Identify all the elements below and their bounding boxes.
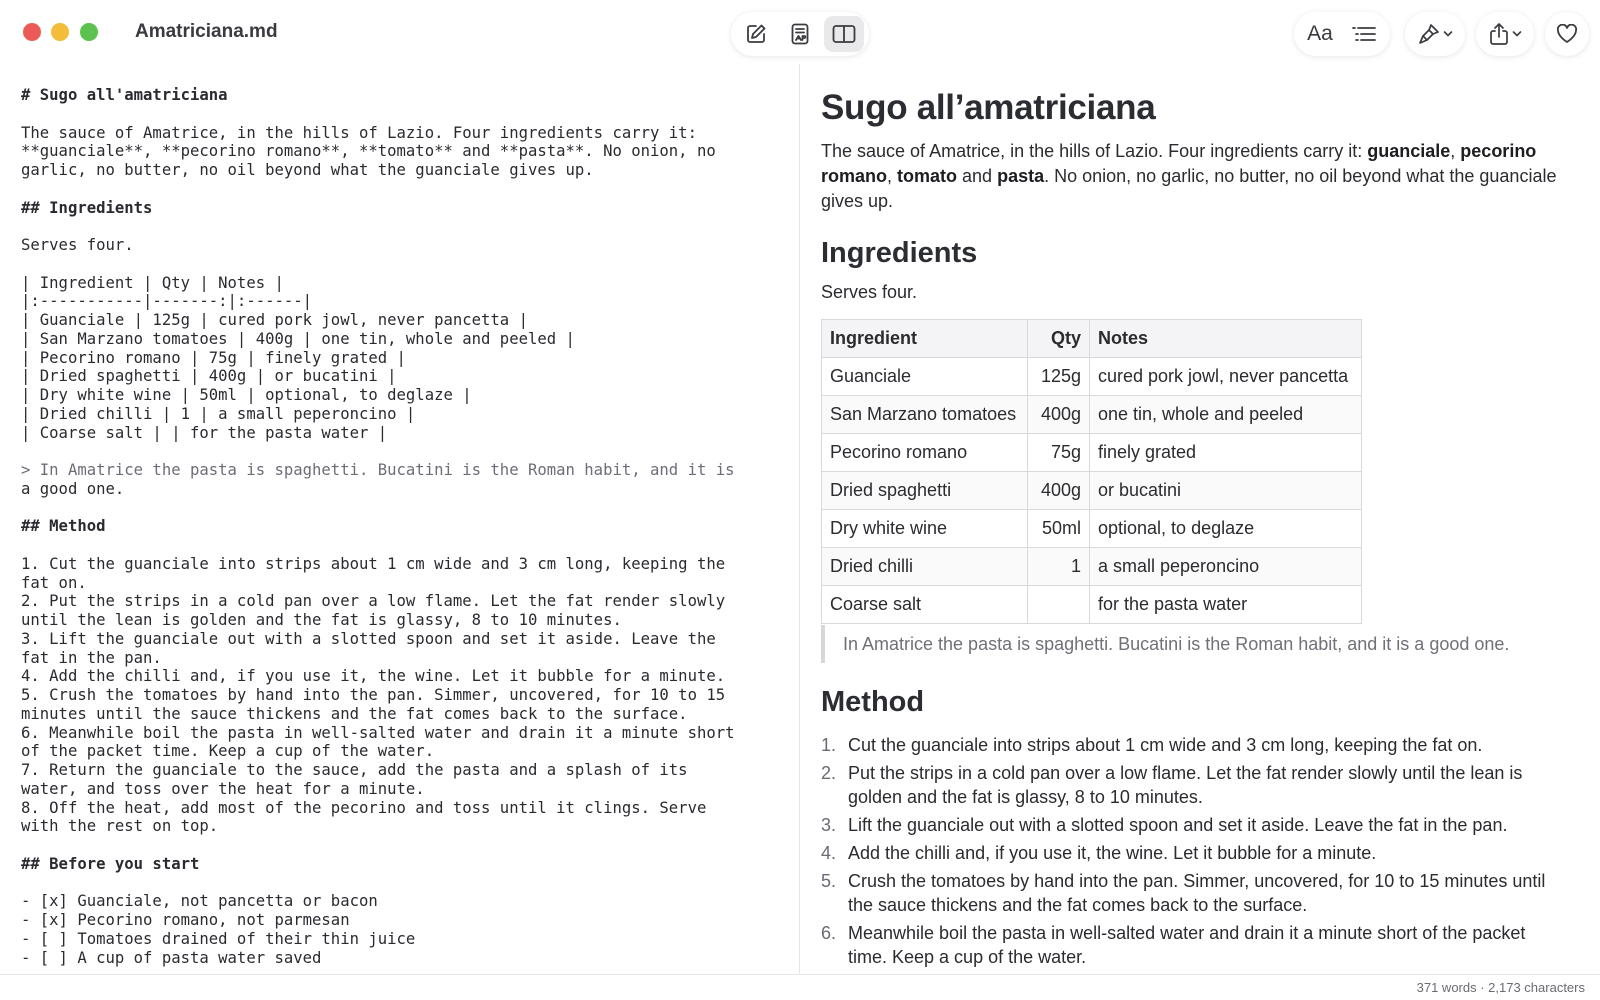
editor-line[interactable]: fat on. bbox=[21, 573, 87, 592]
table-row bbox=[822, 472, 1362, 510]
step-text: Crush the tomatoes by hand into the pan. Simmer, uncovered, for 10 to 15 minutes until the sauce thickens and the fat comes back to the surface. bbox=[848, 871, 1546, 915]
editor-line[interactable]: > In Amatrice the pasta is spaghetti. Bucatini is the Roman habit, and it is bbox=[21, 461, 735, 479]
list-item bbox=[821, 733, 1560, 757]
editor-line[interactable]: ## Before you start bbox=[21, 854, 200, 873]
outline-button[interactable] bbox=[1344, 16, 1384, 52]
editor-line[interactable] bbox=[21, 255, 799, 274]
editor-line[interactable]: 2. Put the strips in a cold pan over a low flame. Let the fat render slowly bbox=[21, 592, 726, 611]
editor-line[interactable]: 1. Cut the guanciale into strips about 1 cm wide and 3 cm long, keeping the bbox=[21, 554, 726, 573]
step-text: Put the strips in a cold pan over a low flame. Let the fat render slowly until the lean is golden and the fat is glassy, 8 to 10 minutes. bbox=[848, 763, 1523, 807]
split-view-icon bbox=[832, 24, 856, 44]
cell-ingredient: Coarse salt bbox=[822, 586, 1028, 624]
editor-line[interactable]: | Guanciale | 125g | cured pork jowl, never pancetta | bbox=[21, 311, 528, 329]
editor-line[interactable] bbox=[21, 499, 799, 518]
minimize-window-button[interactable] bbox=[51, 23, 69, 41]
table-row bbox=[822, 510, 1362, 548]
window-title: Amatriciana.md bbox=[135, 21, 278, 42]
chevron-down-icon bbox=[1512, 30, 1522, 38]
editor-line[interactable]: # Sugo all'amatriciana bbox=[21, 86, 228, 104]
list-item bbox=[821, 761, 1560, 809]
list-item bbox=[821, 841, 1560, 865]
editor-line[interactable]: water, and toss over the heat for a minute. bbox=[21, 779, 425, 798]
cell-notes: one tin, whole and peeled bbox=[1090, 396, 1362, 434]
preview-pane bbox=[801, 64, 1600, 974]
editor-line[interactable]: until the lean is golden and the fat is glassy, 8 to 10 minutes. bbox=[21, 611, 622, 629]
reader-button[interactable] bbox=[780, 16, 820, 52]
editor-line[interactable]: | Dry white wine | 50ml | optional, to deglaze | bbox=[21, 386, 472, 404]
editor-line[interactable]: | Coarse salt | | for the pasta water | bbox=[21, 423, 388, 442]
favorite-button[interactable] bbox=[1545, 12, 1589, 56]
method-heading: Method bbox=[821, 686, 925, 718]
editor-line[interactable] bbox=[21, 874, 799, 893]
editor-line[interactable]: | San Marzano tomatoes | 400g | one tin, whole and peeled | bbox=[21, 329, 575, 348]
title-bar bbox=[0, 0, 1600, 64]
step-number: 2. bbox=[821, 763, 837, 783]
editor-line[interactable] bbox=[21, 217, 799, 236]
step-number: 3. bbox=[821, 815, 837, 835]
step-text: Lift the guanciale out with a slotted spoon and set it aside. Leave the fat in the pan. bbox=[848, 815, 1508, 835]
square-pencil-icon bbox=[745, 23, 767, 45]
editor-line[interactable]: - [ ] Tomatoes drained of their thin juice bbox=[21, 929, 416, 948]
editor-line[interactable]: | Dried spaghetti | 400g | or bucatini | bbox=[21, 367, 397, 386]
method-steps bbox=[821, 733, 1560, 969]
editor-line[interactable]: |:-----------|-------:|:------| bbox=[21, 292, 313, 311]
cell-notes: a small peperoncino bbox=[1090, 548, 1362, 586]
editor-line[interactable]: Serves four. bbox=[21, 236, 134, 254]
editor-line[interactable]: of the packet time. Keep a cup of the water. bbox=[21, 742, 435, 761]
heart-icon bbox=[1556, 24, 1578, 44]
editor-line[interactable]: 3. Lift the guanciale out with a slotted spoon and set it aside. Leave the bbox=[21, 629, 716, 648]
editor-line[interactable]: - [x] Pecorino romano, not parmesan bbox=[21, 911, 350, 929]
share-menu-button[interactable] bbox=[1476, 12, 1534, 56]
ingredients-table bbox=[821, 319, 1362, 624]
table-row bbox=[822, 548, 1362, 586]
table-row bbox=[822, 434, 1362, 472]
cell-notes: cured pork jowl, never pancetta bbox=[1090, 358, 1362, 396]
preview-intro: The sauce of Amatrice, in the hills of Lazio. Four ingredients carry it: guanciale, pecorino romano, tomato and pasta. No onion, no garlic, no butter, no oil beyond what the guanciale gives up. bbox=[821, 141, 1557, 211]
font-button[interactable] bbox=[1300, 16, 1340, 52]
list-item bbox=[821, 813, 1560, 837]
status-bar bbox=[0, 974, 1600, 1000]
editor-line[interactable]: - [x] Guanciale, not pancetta or bacon bbox=[21, 892, 378, 911]
list-item bbox=[821, 921, 1560, 969]
cell-qty bbox=[1028, 586, 1090, 624]
cell-qty: 400g bbox=[1028, 396, 1090, 434]
editor-line[interactable]: | Pecorino romano | 75g | finely grated | bbox=[21, 348, 406, 367]
step-number: 4. bbox=[821, 843, 837, 863]
editor-line[interactable] bbox=[21, 180, 799, 199]
table-row bbox=[822, 396, 1362, 434]
step-number: 5. bbox=[821, 871, 837, 891]
font-aa-icon: Aa bbox=[1307, 22, 1333, 45]
cell-ingredient: Dried chilli bbox=[822, 548, 1028, 586]
table-row bbox=[822, 586, 1362, 624]
format-toolbar bbox=[1294, 12, 1390, 56]
cell-notes: finely grated bbox=[1090, 434, 1362, 472]
cell-ingredient: Guanciale bbox=[822, 358, 1028, 396]
editor-line[interactable]: 5. Crush the tomatoes by hand into the pan. Simmer, uncovered, for 10 to 15 bbox=[21, 686, 726, 704]
markdown-editor[interactable] bbox=[0, 64, 800, 974]
split-view-button[interactable] bbox=[824, 16, 864, 52]
editor-line[interactable]: The sauce of Amatrice, in the hills of Lazio. Four ingredients carry it: bbox=[21, 123, 697, 142]
style-menu-button[interactable] bbox=[1405, 12, 1465, 56]
outline-list-icon bbox=[1351, 25, 1377, 43]
editor-line[interactable]: 6. Meanwhile boil the pasta in well-salted water and drain it a minute short bbox=[21, 723, 735, 742]
preview-blockquote: In Amatrice the pasta is spaghetti. Bucatini is the Roman habit, and it is a good one. bbox=[821, 625, 1560, 663]
cell-ingredient: Dried spaghetti bbox=[822, 472, 1028, 510]
editor-line[interactable]: 4. Add the chilli and, if you use it, the wine. Let it bubble for a minute. bbox=[21, 667, 726, 686]
editor-line[interactable]: minutes until the sauce thickens and the fat comes back to the surface. bbox=[21, 704, 688, 723]
share-icon bbox=[1488, 22, 1510, 46]
editor-line[interactable] bbox=[21, 105, 799, 124]
ingredients-heading: Ingredients bbox=[821, 237, 978, 269]
cell-notes: for the pasta water bbox=[1090, 586, 1362, 624]
cell-notes: optional, to deglaze bbox=[1090, 510, 1362, 548]
list-item bbox=[821, 869, 1560, 917]
brush-icon bbox=[1417, 22, 1441, 46]
step-number: 6. bbox=[821, 923, 837, 943]
step-text: Cut the guanciale into strips about 1 cm wide and 3 cm long, keeping the fat on. bbox=[848, 735, 1483, 755]
table-header-qty: Qty bbox=[1028, 320, 1090, 358]
step-text: Add the chilli and, if you use it, the wine. Let it bubble for a minute. bbox=[848, 843, 1377, 863]
editor-line[interactable]: 7. Return the guanciale to the sauce, add the pasta and a splash of its bbox=[21, 761, 688, 779]
editor-line[interactable]: - [ ] A cup of pasta water saved bbox=[21, 948, 322, 967]
serves-text: Serves four. bbox=[821, 282, 918, 302]
editor-line[interactable]: with the rest on top. bbox=[21, 817, 219, 836]
close-window-button[interactable] bbox=[23, 23, 41, 41]
compose-button[interactable] bbox=[736, 16, 776, 52]
editor-line[interactable] bbox=[21, 836, 799, 855]
editor-line[interactable]: **guanciale**, **pecorino romano**, **tomato** and **pasta**. No onion, no bbox=[21, 142, 716, 161]
step-text: Meanwhile boil the pasta in well-salted water and drain it a minute short of the packet time. Keep a cup of the water. bbox=[848, 923, 1526, 967]
chevron-down-icon bbox=[1443, 30, 1453, 38]
cell-qty: 75g bbox=[1028, 434, 1090, 472]
editor-line[interactable]: garlic, no butter, no oil beyond what the guanciale gives up. bbox=[21, 161, 594, 179]
cell-ingredient: San Marzano tomatoes bbox=[822, 396, 1028, 434]
cell-ingredient: Pecorino romano bbox=[822, 434, 1028, 472]
editor-line[interactable]: | Dried chilli | 1 | a small peperoncino | bbox=[21, 404, 416, 423]
step-number: 1. bbox=[821, 735, 837, 755]
editor-line[interactable]: a good one. bbox=[21, 479, 125, 498]
cell-qty: 1 bbox=[1028, 548, 1090, 586]
word-count: 371 words · 2,173 characters bbox=[1416, 980, 1585, 995]
editor-line[interactable]: ## Method bbox=[21, 517, 106, 536]
editor-text[interactable] bbox=[21, 86, 799, 967]
editor-line[interactable]: 8. Off the heat, add most of the pecorino and toss until it clings. Serve bbox=[21, 798, 707, 817]
preview-title: Sugo all’amatriciana bbox=[821, 88, 1156, 127]
editor-line[interactable]: ## Ingredients bbox=[21, 198, 153, 217]
table-header-ingredient: Ingredient bbox=[822, 320, 1028, 358]
editor-line[interactable] bbox=[21, 442, 799, 461]
cell-qty: 50ml bbox=[1028, 510, 1090, 548]
cell-ingredient: Dry white wine bbox=[822, 510, 1028, 548]
zoom-window-button[interactable] bbox=[80, 23, 98, 41]
view-mode-toolbar bbox=[731, 12, 869, 56]
cell-qty: 125g bbox=[1028, 358, 1090, 396]
cell-notes: or bucatini bbox=[1090, 472, 1362, 510]
table-header-notes: Notes bbox=[1090, 320, 1362, 358]
editor-line[interactable]: | Ingredient | Qty | Notes | bbox=[21, 273, 284, 292]
reader-icon bbox=[790, 23, 810, 45]
editor-line[interactable]: fat in the pan. bbox=[21, 648, 162, 667]
table-row bbox=[822, 358, 1362, 396]
cell-qty: 400g bbox=[1028, 472, 1090, 510]
editor-line[interactable] bbox=[21, 536, 799, 555]
